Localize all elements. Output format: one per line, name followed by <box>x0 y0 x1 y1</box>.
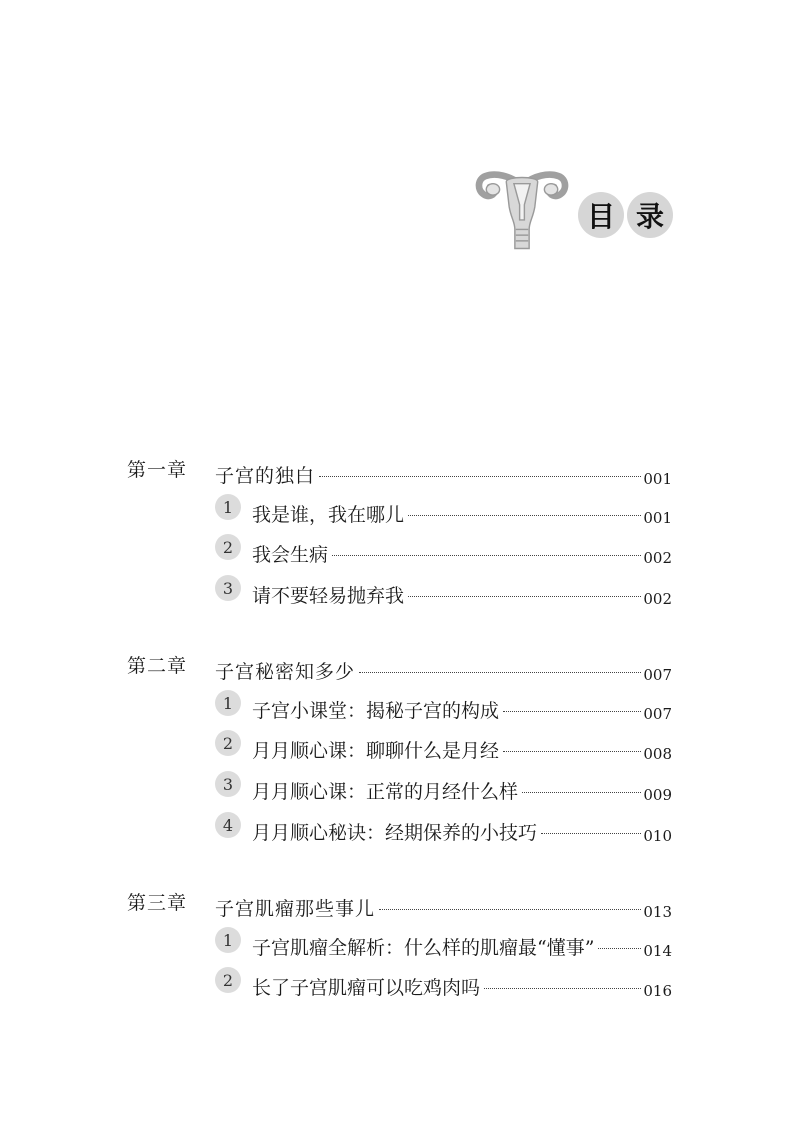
section-title: 我是谁，我在哪儿 <box>252 500 406 527</box>
leader <box>252 920 672 960</box>
section-row[interactable] <box>0 920 800 960</box>
page-number: 008 <box>643 745 672 763</box>
leader <box>252 723 672 763</box>
leader <box>252 487 672 527</box>
page-number: 001 <box>643 509 672 527</box>
section-row[interactable] <box>0 527 800 567</box>
leader-dots <box>408 514 641 516</box>
leader <box>252 805 672 845</box>
leader <box>252 568 672 608</box>
section-number-badge: 1 <box>215 494 241 520</box>
leader-dots <box>359 671 641 673</box>
leader-dots <box>319 475 641 477</box>
leader <box>252 764 672 804</box>
section-number-badge: 3 <box>215 771 241 797</box>
leader-dots <box>522 791 641 793</box>
page-number: 007 <box>643 666 672 684</box>
section-row[interactable] <box>0 568 800 608</box>
section-number-badge: 2 <box>215 967 241 993</box>
page-number: 002 <box>643 590 672 608</box>
section-number-badge: 2 <box>215 534 241 560</box>
page-number: 001 <box>643 470 672 488</box>
section-title: 月月顺心课：聊聊什么是月经 <box>252 736 501 763</box>
leader-dots <box>484 987 641 989</box>
leader-dots <box>503 710 641 712</box>
chapter-row[interactable] <box>0 448 800 488</box>
section-row[interactable] <box>0 764 800 804</box>
page-number: 007 <box>643 705 672 723</box>
section-title: 子宫小课堂：揭秘子宫的构成 <box>252 696 501 723</box>
section-title: 月月顺心秘诀：经期保养的小技巧 <box>252 818 539 845</box>
section-title: 长了子宫肌瘤可以吃鸡肉吗 <box>252 973 482 1000</box>
title-char-2: 录 <box>627 192 673 238</box>
section-title: 请不要轻易抛弃我 <box>252 581 406 608</box>
leader-dots <box>408 595 641 597</box>
chapter-row[interactable] <box>0 644 800 684</box>
chapter-title: 子宫秘密知多少 <box>215 657 357 684</box>
section-row[interactable] <box>0 683 800 723</box>
leader <box>252 527 672 567</box>
section-title: 子宫肌瘤全解析：什么样的肌瘤最“懂事” <box>252 933 596 960</box>
leader <box>252 683 672 723</box>
leader-dots <box>503 750 641 752</box>
section-number-badge: 2 <box>215 730 241 756</box>
chapter-label: 第三章 <box>127 891 188 914</box>
page-number: 013 <box>643 903 672 921</box>
page-number: 010 <box>643 827 672 845</box>
section-number-badge: 1 <box>215 690 241 716</box>
uterus-icon <box>472 158 572 258</box>
chapter-title: 子宫肌瘤那些事儿 <box>215 894 377 921</box>
section-row[interactable] <box>0 487 800 527</box>
section-number-badge: 4 <box>215 812 241 838</box>
section-row[interactable] <box>0 960 800 1000</box>
leader <box>215 644 672 684</box>
leader-dots <box>379 908 641 910</box>
section-number-badge: 1 <box>215 927 241 953</box>
chapter-title: 子宫的独白 <box>215 461 317 488</box>
chapter-row[interactable] <box>0 881 800 921</box>
chapter-label: 第一章 <box>127 458 188 481</box>
page-number: 002 <box>643 549 672 567</box>
title-char-1: 目 <box>578 192 624 238</box>
leader <box>252 960 672 1000</box>
leader <box>215 881 672 921</box>
leader-dots <box>598 947 641 949</box>
page-number: 009 <box>643 786 672 804</box>
section-row[interactable] <box>0 723 800 763</box>
section-row[interactable] <box>0 805 800 845</box>
section-number-badge: 3 <box>215 575 241 601</box>
leader-dots <box>332 554 641 556</box>
leader <box>215 448 672 488</box>
chapter-label: 第二章 <box>127 654 188 677</box>
section-title: 月月顺心课：正常的月经什么样 <box>252 777 520 804</box>
page-number: 016 <box>643 982 672 1000</box>
leader-dots <box>541 832 641 834</box>
section-title: 我会生病 <box>252 540 330 567</box>
page-number: 014 <box>643 942 672 960</box>
